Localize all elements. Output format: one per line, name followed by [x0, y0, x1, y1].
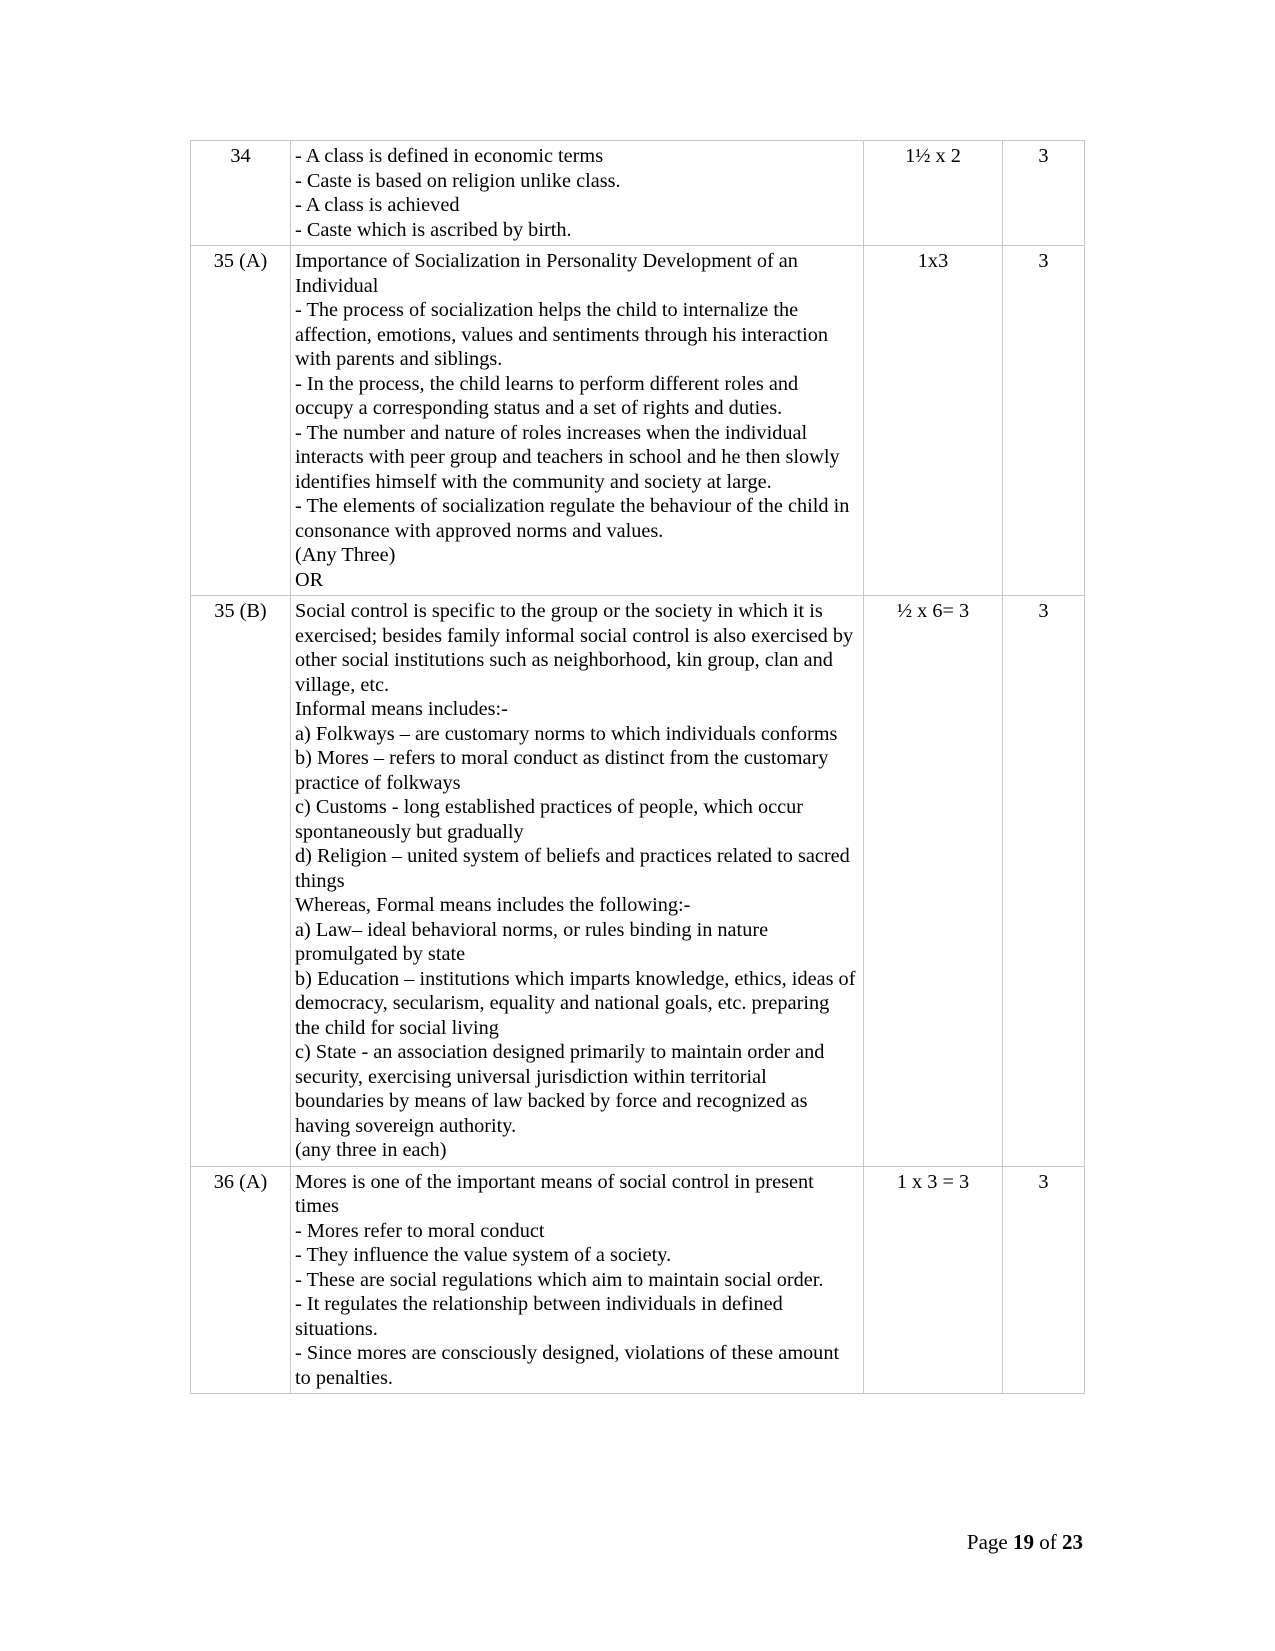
answer-line: a) Law– ideal behavioral norms, or rules binding in nature promulgated by state	[295, 918, 769, 965]
answer-line: - The process of socialization helps the child to internalize the affection, emotions, values and sentiments through his interaction with parents and siblings.	[295, 299, 829, 370]
answer-line: Social control is specific to the group or the society in which it is exercised; besides family informal social control is also exercised by other social institutions such as neighborhood, kin group, clan and village, etc.	[295, 600, 854, 696]
question-number-cell: 34	[191, 141, 291, 246]
answer-line: d) Religion – united system of beliefs and practices related to sacred things	[295, 845, 850, 892]
answer-line: - They influence the value system of a society.	[295, 1244, 672, 1266]
answer-line: Whereas, Formal means includes the following:-	[295, 894, 691, 916]
answer-line: - The elements of socialization regulate the behaviour of the child in consonance with approved norms and values.	[295, 495, 850, 542]
answer-line: Importance of Socialization in Personality Development of an Individual	[295, 250, 798, 297]
answer-cell	[291, 1166, 864, 1394]
answer-line: - A class is achieved	[295, 194, 460, 216]
answer-cell	[291, 141, 864, 246]
marking-scheme-table	[190, 140, 1085, 1394]
answer-line: - In the process, the child learns to perform different roles and occupy a corresponding status and a set of rights and duties.	[295, 372, 799, 419]
answer-line: b) Mores – refers to moral conduct as distinct from the customary practice of folkways	[295, 747, 829, 794]
total-marks-cell: 3	[1003, 246, 1085, 596]
marks-split-cell: 1x3	[864, 246, 1003, 596]
answer-line: - A class is defined in economic terms	[295, 145, 604, 167]
question-number-cell: 35 (B)	[191, 596, 291, 1167]
answer-line: Informal means includes:-	[295, 698, 508, 720]
answer-line: OR	[295, 568, 324, 591]
answer-line: - Since mores are consciously designed, violations of these amount to penalties.	[295, 1342, 840, 1389]
page-number: 19	[1013, 1530, 1034, 1554]
question-number-cell: 35 (A)	[191, 246, 291, 596]
page-word: Page	[966, 1530, 1008, 1554]
answer-line: - These are social regulations which aim to maintain social order.	[295, 1268, 824, 1291]
answer-line: - It regulates the relationship between individuals in defined situations.	[295, 1293, 783, 1340]
table-row	[191, 246, 1085, 596]
table-body	[191, 141, 1085, 1394]
answer-line: - Caste is based on religion unlike class.	[295, 169, 621, 192]
answer-cell	[291, 246, 864, 596]
answer-line: b) Education – institutions which imparts knowledge, ethics, ideas of democracy, secularism, equality and national goals, etc. preparing the child for social living	[295, 967, 856, 1039]
question-number-cell: 36 (A)	[191, 1166, 291, 1394]
table-row	[191, 596, 1085, 1167]
answer-line: a) Folkways – are customary norms to which individuals conforms	[295, 722, 838, 745]
answer-cell	[291, 596, 864, 1167]
answer-line: c) Customs - long established practices of people, which occur spontaneously but gradually	[295, 796, 804, 843]
marks-split-cell: 1 x 3 = 3	[864, 1166, 1003, 1394]
answer-line: c) State - an association designed primarily to maintain order and security, exercising universal jurisdiction within territorial boundaries by means of law backed by force and recognized as having sovereign authority.	[295, 1041, 825, 1137]
of-word: of	[1039, 1530, 1057, 1554]
marks-split-cell: ½ x 6= 3	[864, 596, 1003, 1167]
page-total: 23	[1062, 1530, 1083, 1554]
answer-line: - Mores refer to moral conduct	[295, 1219, 545, 1242]
total-marks-cell: 3	[1003, 1166, 1085, 1394]
total-marks-cell: 3	[1003, 141, 1085, 246]
marking-scheme-sheet	[190, 140, 1084, 1394]
answer-line: - The number and nature of roles increases when the individual interacts with peer group and teachers in school and he then slowly identifies himself with the community and society at large.	[295, 421, 840, 493]
table-row	[191, 141, 1085, 246]
total-marks-cell: 3	[1003, 596, 1085, 1167]
answer-line: (any three in each)	[295, 1139, 447, 1161]
page-footer	[0, 1530, 1083, 1555]
answer-line: (Any Three)	[295, 544, 396, 566]
answer-line: - Caste which is ascribed by birth.	[295, 218, 572, 241]
marks-split-cell: 1½ x 2	[864, 141, 1003, 246]
answer-line: Mores is one of the important means of social control in present times	[295, 1170, 814, 1217]
table-row	[191, 1166, 1085, 1394]
